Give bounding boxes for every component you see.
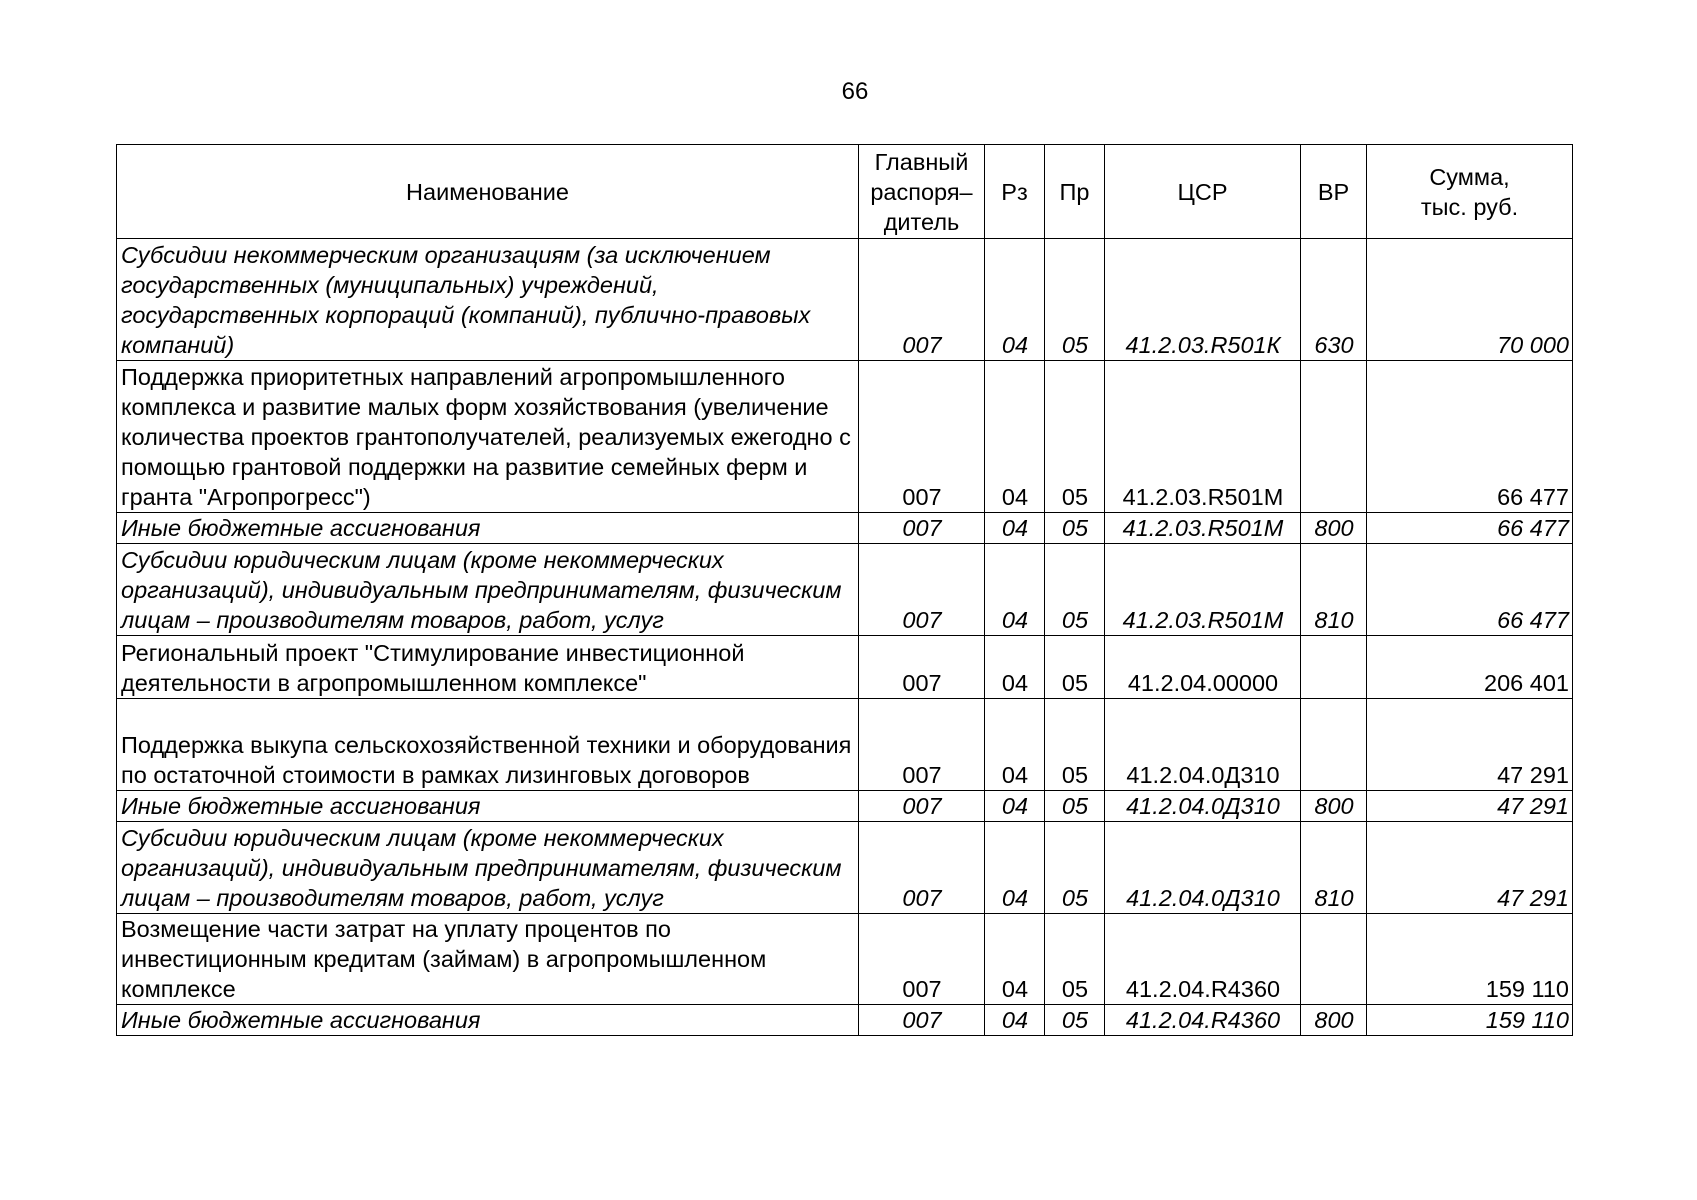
cell-csr: 41.2.04.0Д310 xyxy=(1105,699,1301,791)
cell-sum: 47 291 xyxy=(1367,699,1573,791)
cell-name: Субсидии некоммерческим организациям (за исключением государственных (муниципальных) учреждений, государственных корпораций (компаний), публично-правовых компаний) xyxy=(117,239,859,361)
cell-pr: 05 xyxy=(1045,822,1105,914)
cell-rz: 04 xyxy=(985,699,1045,791)
table-row xyxy=(117,791,1573,822)
cell-name: Региональный проект "Стимулирование инвестиционной деятельности в агропромышленном комплексе" xyxy=(117,636,859,699)
budget-table xyxy=(116,144,1573,1036)
cell-chief-manager: 007 xyxy=(859,513,985,544)
cell-vr xyxy=(1301,361,1367,513)
cell-name: Иные бюджетные ассигнования xyxy=(117,1005,859,1036)
cell-rz: 04 xyxy=(985,361,1045,513)
cell-vr: 630 xyxy=(1301,239,1367,361)
table-row xyxy=(117,822,1573,914)
table-row xyxy=(117,361,1573,513)
cell-chief-manager: 007 xyxy=(859,239,985,361)
cell-name: Иные бюджетные ассигнования xyxy=(117,791,859,822)
cell-csr: 41.2.04.R4360 xyxy=(1105,914,1301,1005)
cell-rz: 04 xyxy=(985,791,1045,822)
table-row xyxy=(117,513,1573,544)
cell-chief-manager: 007 xyxy=(859,636,985,699)
cell-name: Поддержка приоритетных направлений агропромышленного комплекса и развитие малых форм хозяйствования (увеличение количества проектов грантополучателей, реализуемых ежегодно с помощью грантовой поддержки на развитие семейных ферм и гранта "Агропрогресс") xyxy=(117,361,859,513)
header-chief-manager: Главный распоря– дитель xyxy=(859,145,985,239)
cell-sum: 66 477 xyxy=(1367,544,1573,636)
cell-pr: 05 xyxy=(1045,699,1105,791)
cell-vr: 810 xyxy=(1301,822,1367,914)
cell-name: Возмещение части затрат на уплату процентов по инвестиционным кредитам (займам) в агропромышленном комплексе xyxy=(117,914,859,1005)
cell-rz: 04 xyxy=(985,544,1045,636)
table-row xyxy=(117,914,1573,1005)
cell-pr: 05 xyxy=(1045,791,1105,822)
table-row xyxy=(117,239,1573,361)
table-row xyxy=(117,544,1573,636)
cell-chief-manager: 007 xyxy=(859,791,985,822)
cell-pr: 05 xyxy=(1045,239,1105,361)
header-vr: ВР xyxy=(1301,145,1367,239)
cell-sum: 206 401 xyxy=(1367,636,1573,699)
cell-sum: 70 000 xyxy=(1367,239,1573,361)
table-row xyxy=(117,1005,1573,1036)
header-name: Наименование xyxy=(117,145,859,239)
cell-pr: 05 xyxy=(1045,361,1105,513)
cell-name: Поддержка выкупа сельскохозяйственной техники и оборудования по остаточной стоимости в рамках лизинговых договоров xyxy=(117,699,859,791)
cell-vr xyxy=(1301,699,1367,791)
cell-rz: 04 xyxy=(985,1005,1045,1036)
cell-chief-manager: 007 xyxy=(859,699,985,791)
cell-rz: 04 xyxy=(985,513,1045,544)
cell-chief-manager: 007 xyxy=(859,1005,985,1036)
table-row xyxy=(117,699,1573,791)
cell-csr: 41.2.04.0Д310 xyxy=(1105,791,1301,822)
table-row xyxy=(117,636,1573,699)
header-rz: Рз xyxy=(985,145,1045,239)
cell-vr: 800 xyxy=(1301,1005,1367,1036)
cell-csr: 41.2.03.R501М xyxy=(1105,361,1301,513)
cell-pr: 05 xyxy=(1045,914,1105,1005)
cell-chief-manager: 007 xyxy=(859,914,985,1005)
cell-name: Иные бюджетные ассигнования xyxy=(117,513,859,544)
cell-csr: 41.2.04.0Д310 xyxy=(1105,822,1301,914)
cell-rz: 04 xyxy=(985,636,1045,699)
cell-vr: 800 xyxy=(1301,513,1367,544)
cell-rz: 04 xyxy=(985,822,1045,914)
page-number: 66 xyxy=(841,78,869,105)
cell-sum: 47 291 xyxy=(1367,791,1573,822)
cell-sum: 47 291 xyxy=(1367,822,1573,914)
cell-vr xyxy=(1301,636,1367,699)
table-body xyxy=(117,239,1573,1036)
cell-chief-manager: 007 xyxy=(859,361,985,513)
cell-csr: 41.2.04.00000 xyxy=(1105,636,1301,699)
table-header-row xyxy=(117,145,1573,239)
cell-pr: 05 xyxy=(1045,513,1105,544)
cell-name: Субсидии юридическим лицам (кроме некоммерческих организаций), индивидуальным предпринимателям, физическим лицам – производителям товаров, работ, услуг xyxy=(117,544,859,636)
cell-chief-manager: 007 xyxy=(859,544,985,636)
header-csr: ЦСР xyxy=(1105,145,1301,239)
cell-rz: 04 xyxy=(985,239,1045,361)
cell-vr: 810 xyxy=(1301,544,1367,636)
cell-pr: 05 xyxy=(1045,544,1105,636)
cell-pr: 05 xyxy=(1045,636,1105,699)
cell-csr: 41.2.04.R4360 xyxy=(1105,1005,1301,1036)
cell-sum: 159 110 xyxy=(1367,1005,1573,1036)
cell-sum: 159 110 xyxy=(1367,914,1573,1005)
cell-pr: 05 xyxy=(1045,1005,1105,1036)
header-pr: Пр xyxy=(1045,145,1105,239)
cell-csr: 41.2.03.R501М xyxy=(1105,544,1301,636)
cell-chief-manager: 007 xyxy=(859,822,985,914)
cell-csr: 41.2.03.R501М xyxy=(1105,513,1301,544)
cell-vr: 800 xyxy=(1301,791,1367,822)
cell-sum: 66 477 xyxy=(1367,513,1573,544)
cell-sum: 66 477 xyxy=(1367,361,1573,513)
cell-name: Субсидии юридическим лицам (кроме некоммерческих организаций), индивидуальным предпринимателям, физическим лицам – производителям товаров, работ, услуг xyxy=(117,822,859,914)
cell-csr: 41.2.03.R501К xyxy=(1105,239,1301,361)
cell-vr xyxy=(1301,914,1367,1005)
header-sum: Сумма, тыс. руб. xyxy=(1367,145,1573,239)
cell-rz: 04 xyxy=(985,914,1045,1005)
